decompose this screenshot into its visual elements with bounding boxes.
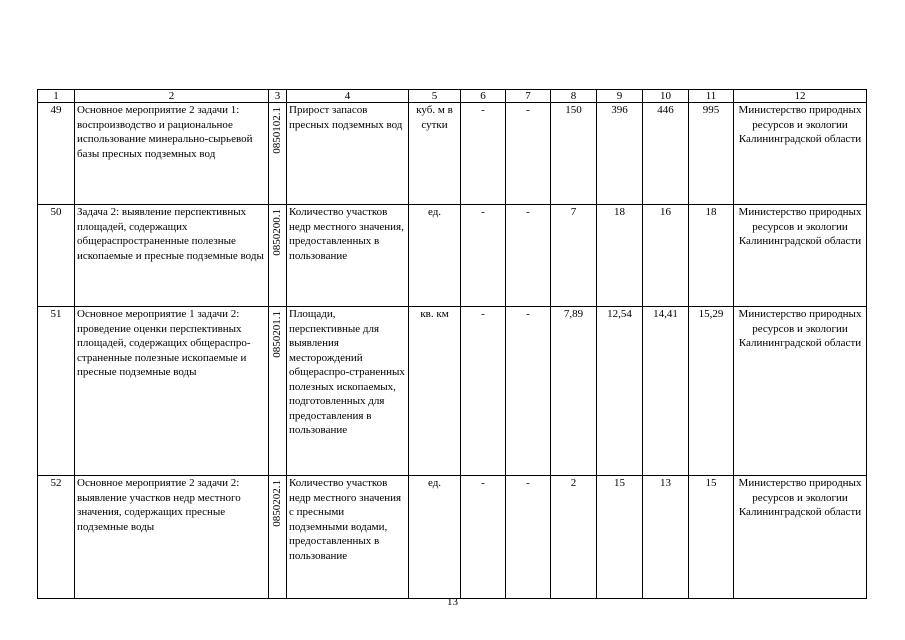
value-col-7: - (506, 205, 551, 307)
value-col-8: 7 (551, 205, 597, 307)
value-col-7: - (506, 307, 551, 476)
value-col-6: - (461, 307, 506, 476)
executor: Министерство природных ресурсов и экологии Калининградской области (734, 205, 867, 307)
measure-name: Задача 2: выявление перспективных площадей, содержащих общераспространенные полезные ископаемые и пресные подземные воды (75, 205, 269, 307)
budget-code: 0850202.1 (271, 480, 283, 527)
value-col-11: 995 (689, 103, 734, 205)
header-cell-5: 5 (409, 90, 461, 103)
value-col-9: 396 (597, 103, 643, 205)
table-row (38, 476, 867, 599)
executor: Министерство природных ресурсов и экологии Калининградской области (734, 103, 867, 205)
value-col-11: 15,29 (689, 307, 734, 476)
header-cell-6: 6 (461, 90, 506, 103)
indicator-name: Количество участков недр местного значения, предоставленных в пользование (287, 205, 409, 307)
executor: Министерство природных ресурсов и экологии Калининградской области (734, 307, 867, 476)
value-col-8: 2 (551, 476, 597, 599)
value-col-10: 16 (643, 205, 689, 307)
unit: ед. (409, 476, 461, 599)
budget-code-cell (269, 307, 287, 476)
unit: куб. м в сутки (409, 103, 461, 205)
header-cell-2: 2 (75, 90, 269, 103)
value-col-11: 18 (689, 205, 734, 307)
header-cell-9: 9 (597, 90, 643, 103)
indicator-name: Прирост запасов пресных подземных вод (287, 103, 409, 205)
unit: кв. км (409, 307, 461, 476)
page-number: 13 (447, 596, 458, 608)
budget-code-cell (269, 103, 287, 205)
row-number: 51 (38, 307, 75, 476)
indicator-name: Площади, перспективные для выявления месторождений общераспро-страненных полезных ископаемых, подготовленных для предоставления в пользование (287, 307, 409, 476)
value-col-9: 12,54 (597, 307, 643, 476)
measure-name: Основное мероприятие 2 задачи 1: воспроизводство и рациональное использование минерально-сырьевой базы пресных подземных вод (75, 103, 269, 205)
header-cell-12: 12 (734, 90, 867, 103)
value-col-8: 150 (551, 103, 597, 205)
value-col-8: 7,89 (551, 307, 597, 476)
row-number: 50 (38, 205, 75, 307)
value-col-6: - (461, 476, 506, 599)
executor: Министерство природных ресурсов и экологии Калининградской области (734, 476, 867, 599)
value-col-7: - (506, 476, 551, 599)
budget-code: 0850200.1 (271, 209, 283, 256)
header-cell-11: 11 (689, 90, 734, 103)
indicator-name: Количество участков недр местного значения с пресными подземными водами, предоставленных в пользование (287, 476, 409, 599)
measure-name: Основное мероприятие 1 задачи 2: проведение оценки перспективных площадей, содержащих общераспро-страненные полезные ископаемые и пресные подземные воды (75, 307, 269, 476)
measure-name: Основное мероприятие 2 задачи 2: выявление участков недр местного значения, содержащих пресные подземные воды (75, 476, 269, 599)
value-col-7: - (506, 103, 551, 205)
row-number: 52 (38, 476, 75, 599)
header-cell-3: 3 (269, 90, 287, 103)
value-col-10: 14,41 (643, 307, 689, 476)
table-row (38, 307, 867, 476)
header-cell-1: 1 (38, 90, 75, 103)
header-cell-8: 8 (551, 90, 597, 103)
value-col-6: - (461, 103, 506, 205)
value-col-10: 13 (643, 476, 689, 599)
header-row (38, 90, 867, 103)
budget-code-cell (269, 476, 287, 599)
value-col-9: 18 (597, 205, 643, 307)
value-col-9: 15 (597, 476, 643, 599)
table-row (38, 205, 867, 307)
value-col-11: 15 (689, 476, 734, 599)
header-cell-10: 10 (643, 90, 689, 103)
value-col-6: - (461, 205, 506, 307)
unit: ед. (409, 205, 461, 307)
header-cell-4: 4 (287, 90, 409, 103)
table-row (38, 103, 867, 205)
header-cell-7: 7 (506, 90, 551, 103)
budget-code: 0850102.1 (271, 107, 283, 154)
indicators-table (37, 89, 867, 599)
row-number: 49 (38, 103, 75, 205)
budget-code-cell (269, 205, 287, 307)
value-col-10: 446 (643, 103, 689, 205)
budget-code: 0850201.1 (271, 311, 283, 358)
